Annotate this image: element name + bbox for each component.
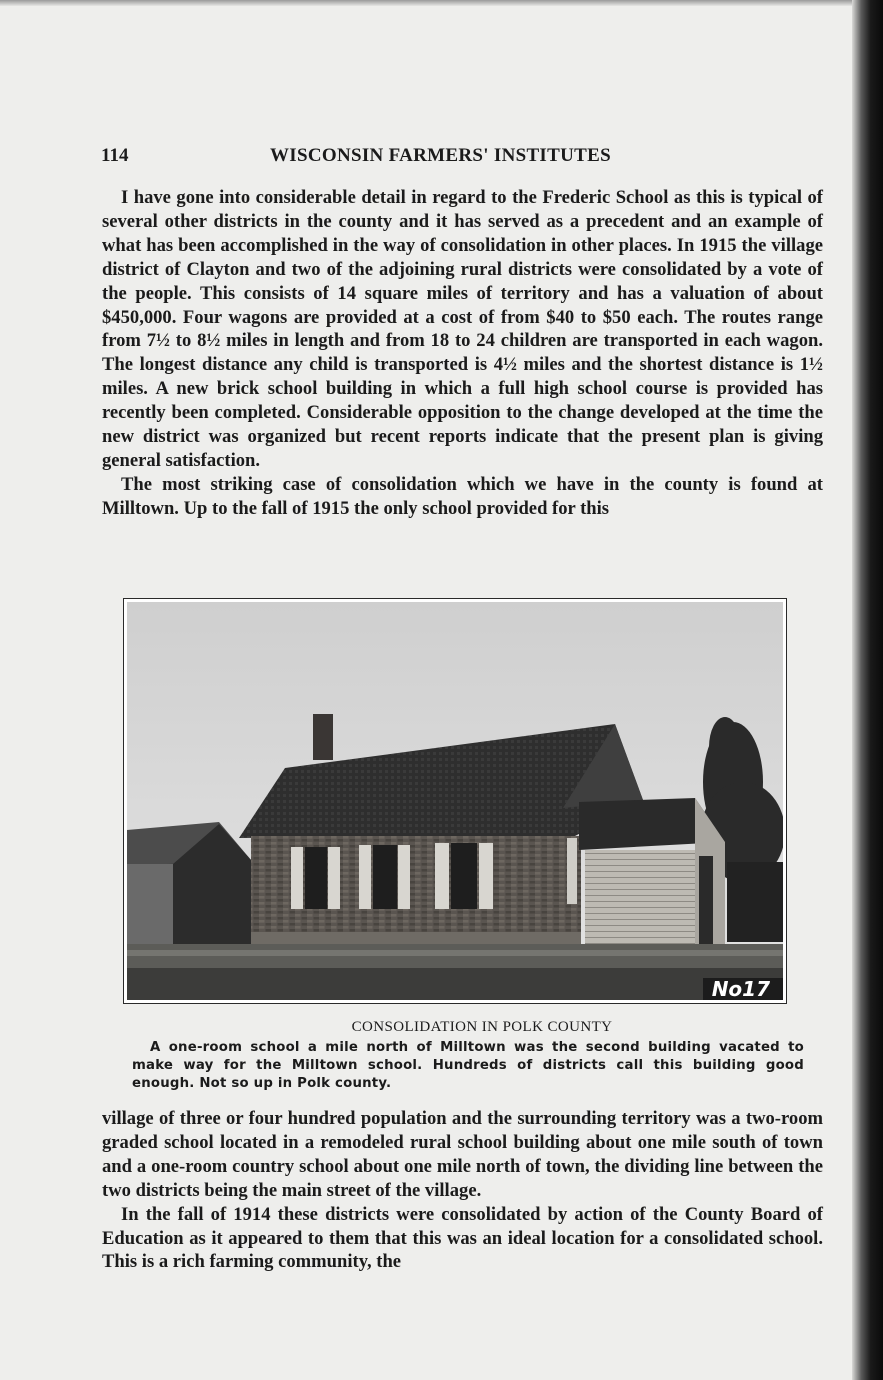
schoolhouse-photograph [127,602,783,1000]
photograph-frame [123,598,787,1004]
figure-caption-text [132,1039,804,1093]
caption-text: A one-room school a mile north of Milltown was the second building vacated to make way for the Milltown school. Hundreds of districts call this building good enough. Not so up in Polk county. [132,1040,804,1091]
running-title: WISCONSIN FARMERS' INSTITUTES [270,145,611,166]
page-number: 114 [101,145,129,166]
plate-number: No17 [711,977,770,1001]
paragraph: In the fall of 1914 these districts were consolidated by action of the County Board of Education as it appeared to them that this was an ideal location for a consolidated school. This is a rich farming community, the [102,1203,823,1273]
scan-right-edge [852,0,883,1380]
paragraph: I have gone into considerable detail in regard to the Frederic School as this is typical of several other districts in the county and it has served as a precedent and an example of what has been accomplished in the way of consolidation in other places. In 1915 the village district of Clayton and two of the adjoining rural districts were consolidated by a vote of the people. This consists of 14 square miles of territory and has a valuation of about $450,000. Four wagons are provided at a cost of from $40 to $50 each. The routes range from 7½ to 8½ miles in length and from 18 to 24 children are transported in each wagon. The longest distance any child is transported is 4½ miles and the shortest distance is 1½ miles. A new brick school building in which a full high school course is provided has recently been completed. Considerable opposition to the change developed at the time the new district was organized but recent reports indicate that the present plan is giving general satisfaction. [102,187,823,471]
figure-caption-title: CONSOLIDATION IN POLK COUNTY [351,1019,613,1035]
paragraph: The most striking case of consolidation which we have in the county is found at Milltown. Up to the fall of 1915 the only school provided for this [102,473,823,519]
wooden-addition [579,798,725,954]
paragraph: village of three or four hundred population and the surrounding territory was a two-room graded school located in a remodeled rural school building about one mile south of town and a one-room country school about one mile north of town, the dividing line between the two districts being the main street of the village. [102,1108,823,1201]
body-text-top [102,186,823,521]
shed [127,822,251,944]
body-text-bottom [102,1107,823,1274]
page-header [101,145,823,169]
scan-top-edge [0,0,883,6]
chimney [313,714,333,760]
